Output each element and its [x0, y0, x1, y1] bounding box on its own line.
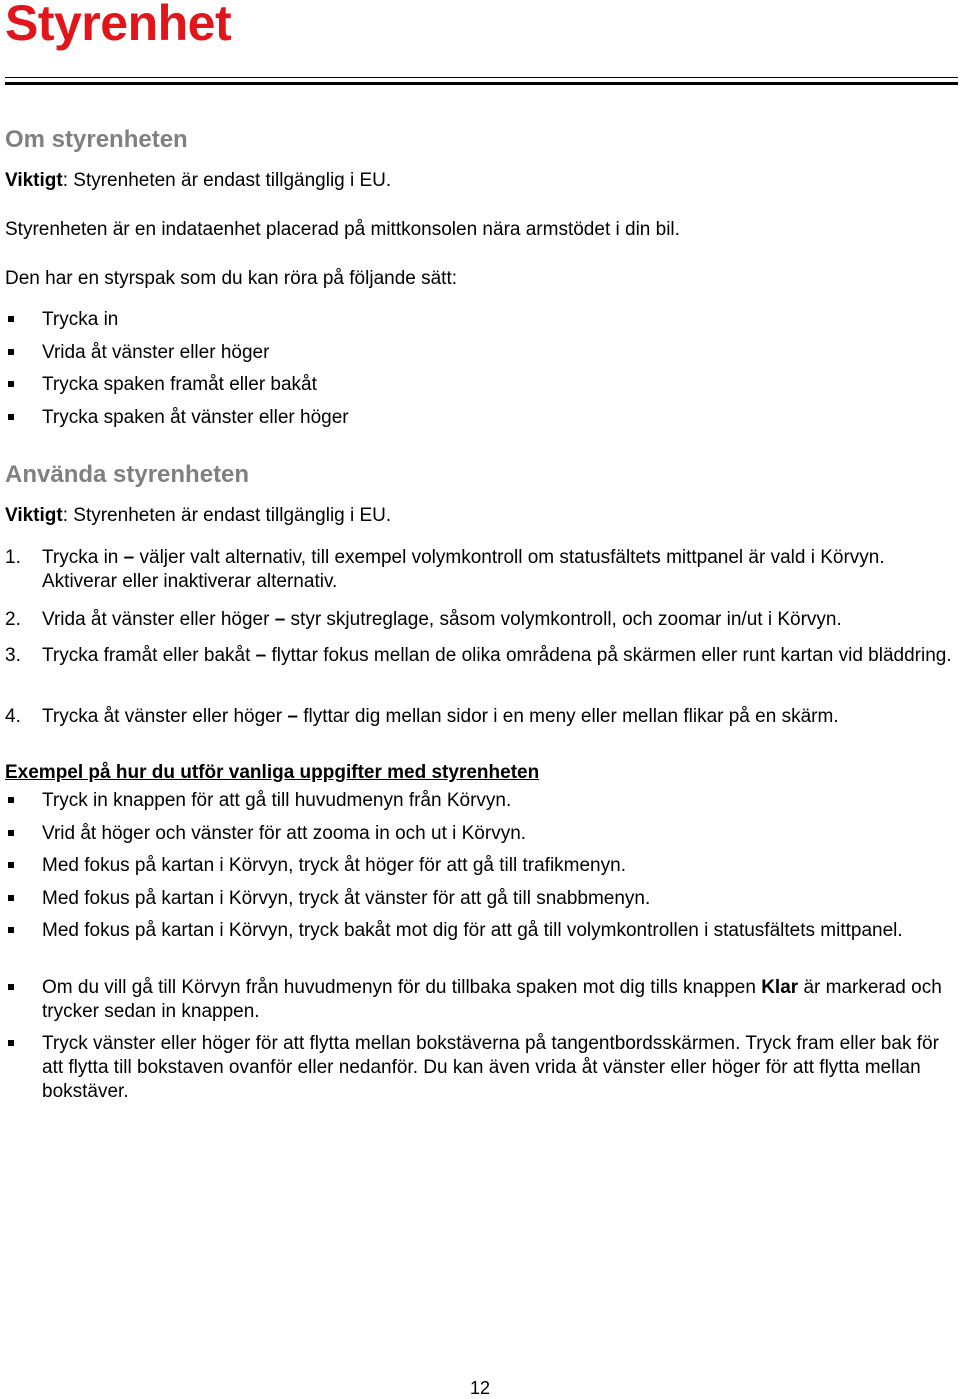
list-item: Med fokus på kartan i Körvyn, tryck bakåt mot dig för att gå till volymkontrollen i statusfältets mittpanel.	[5, 919, 957, 943]
list-item: Tryck in knappen för att gå till huvudmenyn från Körvyn.	[5, 789, 957, 813]
item-number: 2.	[5, 609, 21, 630]
item-number: 3.	[5, 645, 21, 666]
list-item: Trycka spaken framåt eller bakåt	[5, 373, 957, 397]
numbered-item	[5, 608, 957, 632]
item-dash: –	[118, 547, 140, 568]
item-text: flyttar fokus mellan de olika områdena på skärmen eller runt kartan vid bläddring.	[271, 645, 952, 666]
title-rule-thin	[5, 77, 958, 78]
list-item	[5, 976, 957, 1024]
item-label: Trycka framåt eller bakåt	[42, 645, 251, 666]
important-text: : Styrenheten är endast tillgänglig i EU.	[62, 170, 392, 191]
list-item-text: Om du vill gå till Körvyn från huvudmenyn för du tillbaka spaken mot dig tills knappen	[42, 977, 762, 998]
important-label: Viktigt	[5, 170, 63, 191]
item-label: Vrida åt vänster eller höger	[42, 609, 270, 630]
item-dash: –	[250, 645, 272, 666]
section-heading-exempel: Exempel på hur du utför vanliga uppgifter med styrenheten	[5, 762, 540, 783]
item-text: väljer valt alternativ, till exempel volymkontroll om statusfältets mittpanel är vald i Körvyn. Aktiverar eller inaktiverar alternativ.	[42, 547, 885, 592]
list-item: Vrida åt vänster eller höger	[5, 341, 957, 365]
page-title: Styrenhet	[5, 0, 232, 51]
list-item: Trycka spaken åt vänster eller höger	[5, 406, 957, 430]
title-rule-thick	[5, 82, 958, 85]
important-text: : Styrenheten är endast tillgänglig i EU.	[62, 505, 392, 526]
klar-button-label: Klar	[761, 977, 799, 998]
item-label: Trycka in	[42, 547, 119, 568]
page-number: 12	[469, 1378, 491, 1398]
list-item-text: är markerad och trycker sedan in knappen.	[42, 977, 942, 1022]
section-heading-anvanda-styrenheten: Använda styrenheten	[5, 461, 250, 488]
list-item: Vrid åt höger och vänster för att zooma in och ut i Körvyn.	[5, 822, 957, 846]
section-heading-om-styrenheten: Om styrenheten	[5, 126, 188, 153]
item-text: flyttar dig mellan sidor i en meny eller mellan flikar på en skärm.	[303, 706, 839, 727]
list-item: Tryck vänster eller höger för att flytta mellan bokstäverna på tangentbordsskärmen. Tryck fram eller bak för att flytta till bokstaven ovanför eller nedanför. Du kan även vrida åt vänster eller höger för att flytta mellan bokstäver.	[5, 1032, 957, 1104]
item-dash: –	[282, 706, 304, 727]
important-label: Viktigt	[5, 505, 63, 526]
important-note	[5, 169, 391, 193]
item-text: styr skjutreglage, såsom volymkontroll, och zoomar in/ut i Körvyn.	[290, 609, 842, 630]
item-number: 1.	[5, 547, 21, 568]
list-item: Med fokus på kartan i Körvyn, tryck åt höger för att gå till trafikmenyn.	[5, 854, 957, 878]
important-note	[5, 504, 391, 528]
item-number: 4.	[5, 706, 21, 727]
numbered-item	[5, 644, 957, 668]
item-label: Trycka åt vänster eller höger	[42, 706, 283, 727]
numbered-item	[5, 705, 957, 729]
paragraph: Den har en styrspak som du kan röra på följande sätt:	[5, 268, 458, 289]
list-item: Trycka in	[5, 308, 957, 332]
item-dash: –	[269, 609, 291, 630]
paragraph: Styrenheten är en indataenhet placerad på mittkonsolen nära armstödet i din bil.	[5, 219, 680, 240]
list-item: Med fokus på kartan i Körvyn, tryck åt vänster för att gå till snabbmenyn.	[5, 887, 957, 911]
numbered-item	[5, 546, 957, 594]
